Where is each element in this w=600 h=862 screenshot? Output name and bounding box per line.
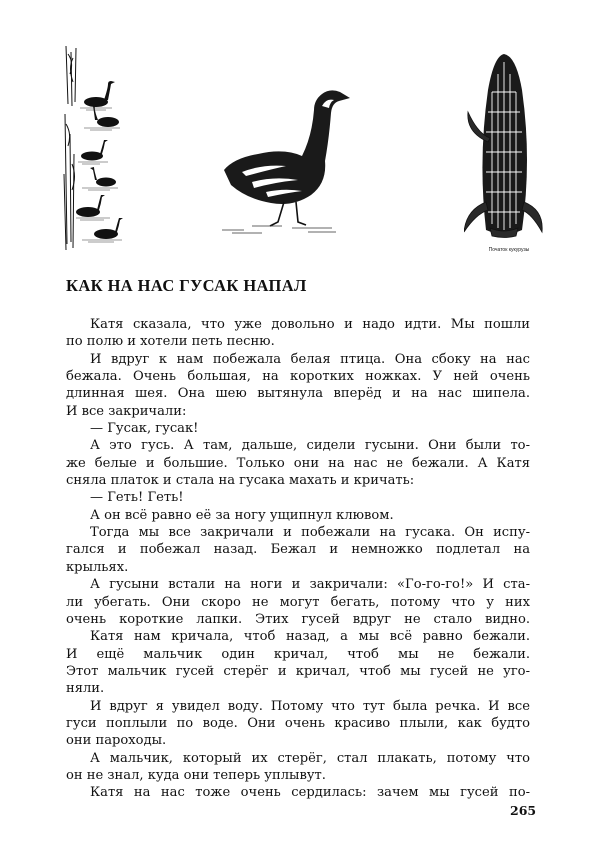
text-line: А мальчик, который их стерёг, стал плакать, потому что	[90, 750, 530, 766]
text-line: А это гусь. А там, дальше, сидели гусыни. Они были то-	[90, 438, 530, 454]
text-line: они пароходы.	[66, 733, 167, 749]
text-line: А он всё равно её за ногу ущипнул клювом.	[90, 507, 394, 523]
text-line: Тогда мы все закричали и побежали на гусака. Он испу-	[90, 525, 530, 541]
text-line: же белые и большие. Только они на нас не бежали. А Катя	[66, 455, 530, 471]
illustration-caption: Початок кукурузы	[488, 247, 530, 253]
text-line: Катя нам кричала, чтоб назад, а мы всё равно бежали.	[90, 629, 530, 645]
text-line: Этот мальчик гусей стерёг и кричал, чтоб мы гусей не уго-	[66, 663, 530, 679]
text-line: И все закричали:	[66, 403, 187, 419]
illustrations	[0, 0, 600, 275]
text-line: Катя на нас тоже очень сердилась: зачем мы гусей по-	[90, 785, 530, 801]
text-line: И вдруг к нам побежала белая птица. Она сбоку на нас	[90, 351, 530, 367]
text-line: А гусыни встали на ноги и закричали: «Го-го-го!» И ста-	[90, 577, 530, 593]
text-line: ли убегать. Они скоро не могут бегать, потому что у них	[66, 594, 530, 610]
text-line: — Гусак, гусак!	[90, 421, 199, 437]
story-text	[66, 316, 530, 802]
text-line: крыльях.	[66, 559, 129, 575]
text-line: гался и побежал назад. Бежал и немножко подлетал на	[66, 542, 530, 558]
text-line: няли.	[66, 681, 105, 697]
text-line: он не знал, куда они теперь уплывут.	[66, 767, 326, 783]
text-line: Катя сказала, что уже довольно и надо идти. Мы пошли	[90, 317, 530, 332]
geese-in-reeds-illustration	[62, 44, 126, 252]
text-line: длинная шея. Она шею вытянула вперёд и на нас шипела.	[66, 386, 530, 402]
corn-ear-illustration	[464, 52, 544, 238]
text-line: сняла платок и стала на гусака махать и кричать:	[66, 473, 415, 489]
goose-illustration	[222, 86, 356, 234]
text-line: по полю и хотели петь песню.	[66, 334, 275, 350]
chapter-title: КАК НА НАС ГУСАК НАПАЛ	[66, 276, 307, 295]
text-line: И вдруг я увидел воду. Потому что тут была речка. И все	[90, 698, 530, 714]
text-line: гуси поплыли по воде. Они очень красиво плыли, как будто	[66, 715, 530, 731]
text-line: — Геть! Геть!	[90, 490, 184, 506]
text-line: очень короткие лапки. Этих гусей вдруг не стало видно.	[66, 611, 530, 627]
text-line: бежала. Очень большая, на коротких ножках. У ней очень	[66, 369, 530, 385]
text-line: И ещё мальчик один кричал, чтоб мы не бежали.	[66, 646, 530, 662]
page-number: 265	[510, 803, 537, 818]
